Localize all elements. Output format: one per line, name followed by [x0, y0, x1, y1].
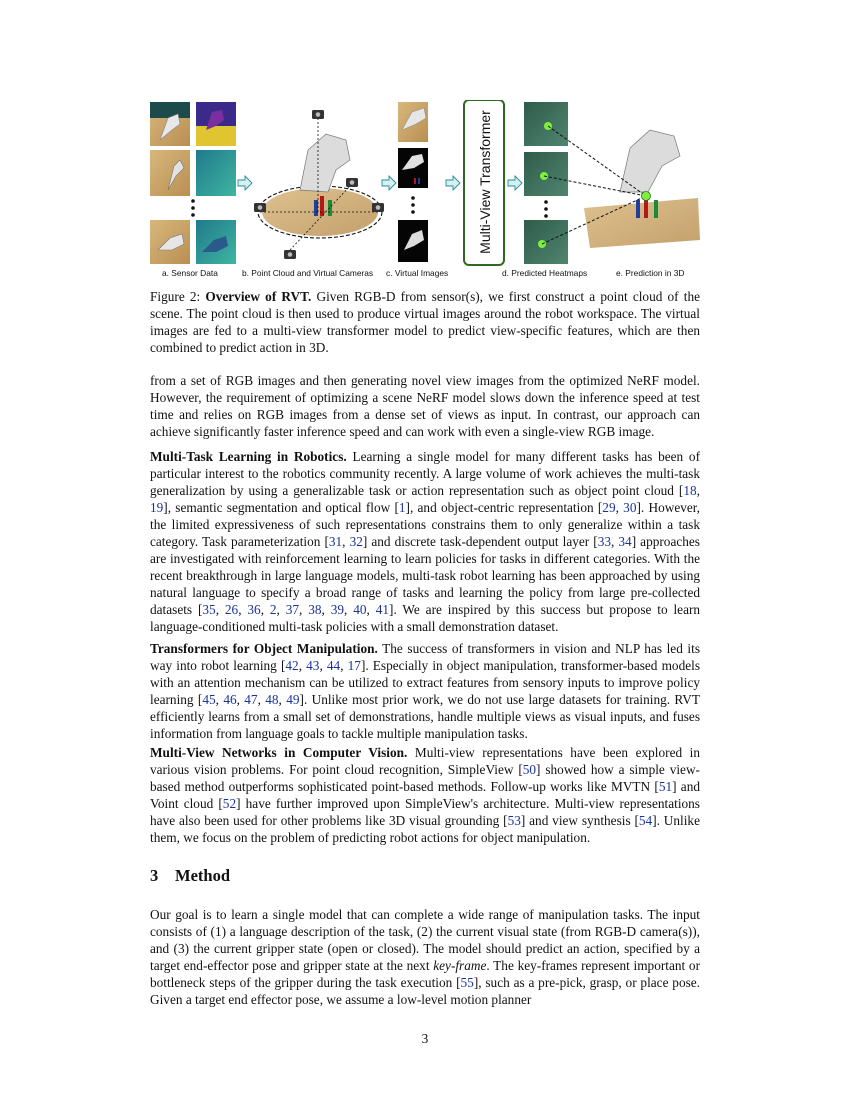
paragraph-multiview: Multi-View Networks in Computer Vision. Multi-view representations have been explored in various vision problems. For point cloud recognition, SimpleView [50] showed how a simple view-based method outperforms sophisticated point-based methods. Follow-up works like MVTN [51] and Voint cloud [52] have further improved upon SimpleView's architecture. Multi-view representations have also been used for other problems like 3D visual grounding [53] and view synthesis [54]. Unlike them, we focus on the problem of predicting robot actions for object manipulation.	[150, 745, 701, 845]
section-title: Method	[175, 866, 230, 885]
point-cloud-panel	[254, 110, 384, 259]
section-heading-method	[150, 866, 230, 886]
citation-link[interactable]: 34	[618, 534, 632, 549]
citation-link[interactable]: 17	[347, 658, 361, 673]
citation-link[interactable]: 32	[349, 534, 363, 549]
robot-arm-b	[300, 134, 350, 192]
sensor-data-panel	[150, 102, 236, 264]
citation-link[interactable]: 33	[597, 534, 611, 549]
citation-link[interactable]: 2	[269, 602, 277, 617]
heatmaps-panel	[524, 102, 568, 264]
virtual-camera-icon	[254, 203, 266, 212]
paragraph-nerf: from a set of RGB images and then generating novel view images from the optimized NeRF model. However, the requirement of optimizing a scene NeRF model slows down the inference speed at test time and relies on RGB images from a dense set of views as input. In contrast, our approach can achieve significantly faster inference speed and can work with even a single-view RGB image.	[150, 373, 700, 439]
citation-link[interactable]: 41	[375, 602, 390, 617]
citation-link[interactable]: 43	[306, 658, 320, 673]
paragraph-method: Our goal is to learn a single model that can complete a wide range of manipulation tasks. The input consists of (1) a language description of the task, (2) the current visual state (from RGB-D camera(s)), and (3) the current gripper state (open or closed). The model should predict an action, specified by a target end-effector pose and gripper state at the next key-frame. The key-frames represent important or bottleneck steps of the gripper during the task execution [55], such as a pre-pick, grasp, or place pose. Given a target end effector pose, we assume a low-level motion planner	[150, 907, 701, 1007]
citation-link[interactable]: 31	[328, 534, 343, 549]
depth-tile-2	[196, 150, 236, 196]
robot-arm-e	[620, 130, 680, 192]
figure-label-b: b. Point Cloud and Virtual Cameras	[242, 268, 374, 278]
paragraph-heading: Multi-Task Learning in Robotics.	[150, 449, 347, 464]
caption-title: Overview of RVT.	[205, 289, 312, 304]
citation-link[interactable]: 19	[150, 500, 164, 515]
section-number: 3	[150, 866, 159, 885]
predicted-point	[642, 192, 651, 201]
flow-arrow-icon	[382, 176, 396, 190]
citation-link[interactable]: 54	[638, 813, 653, 828]
paragraph-heading: Multi-View Networks in Computer Vision.	[150, 745, 408, 760]
citation-link[interactable]: 44	[326, 658, 341, 673]
figure-label-a: a. Sensor Data	[162, 268, 218, 278]
heatmap-3	[524, 220, 568, 264]
citation-link[interactable]: 29	[602, 500, 616, 515]
figure-label-e: e. Prediction in 3D	[616, 268, 685, 278]
figure-label-d: d. Predicted Heatmaps	[502, 268, 588, 278]
virtual-camera-icon	[346, 178, 358, 187]
figure-caption	[150, 288, 700, 356]
citation-link[interactable]: 50	[522, 762, 537, 777]
transformer-label: Multi-View Transformer	[477, 110, 493, 254]
citation-link[interactable]: 51	[658, 779, 673, 794]
flow-arrow-icon	[446, 176, 460, 190]
citation-link[interactable]: 49	[286, 692, 300, 707]
flow-arrow-icon	[238, 176, 252, 190]
virtual-images-panel	[398, 102, 428, 262]
citation-link[interactable]: 1	[398, 500, 406, 515]
citation-link[interactable]: 45	[202, 692, 216, 707]
citation-link[interactable]: 37	[285, 602, 300, 617]
citation-link[interactable]: 38	[308, 602, 322, 617]
citation-link[interactable]: 30	[623, 500, 637, 515]
citation-link[interactable]: 52	[222, 796, 237, 811]
citation-link[interactable]: 55	[460, 975, 474, 990]
virtual-camera-icon	[284, 250, 296, 259]
caption-text: Given RGB-D from sensor(s), we first construct a point cloud of the scene. The point cloud is then used to produce virtual images around the robot workspace. The virtual images are fed to a multi-view transformer model to predict view-specific features, which are then combined to predict action in 3D.	[150, 289, 700, 355]
citation-link[interactable]: 46	[223, 692, 237, 707]
virtual-camera-icon	[372, 203, 384, 212]
citation-link[interactable]: 39	[330, 602, 345, 617]
figure-graphic	[150, 100, 700, 270]
citation-link[interactable]: 42	[285, 658, 299, 673]
flow-arrow-icon	[508, 176, 522, 190]
rgb-tile-2	[150, 150, 190, 196]
caption-label: Figure 2:	[150, 289, 201, 304]
citation-link[interactable]: 53	[507, 813, 521, 828]
citation-link[interactable]: 18	[683, 483, 697, 498]
paragraph-transformers: Transformers for Object Manipulation. The success of transformers in vision and NLP has led its way into robot learning [42, 43, 44, 17]. Especially in object manipulation, transformer-based models with an attention mechanism can be utilized to extract features from sensory inputs to improve policy learning [45, 46, 47, 48, 49]. Unlike most prior work, we do not use large datasets for training. RVT efficiently learns from a small set of demonstrations, handle multiple views as visual inputs, and fuses information from language goals to tackle multiple manipulation tasks.	[150, 641, 700, 741]
citation-link[interactable]: 40	[353, 602, 367, 617]
citation-link[interactable]: 26	[224, 602, 239, 617]
citation-link[interactable]: 48	[265, 692, 279, 707]
paragraph-multitask: Multi-Task Learning in Robotics. Learning a single model for many different tasks has been of particular interest to the robotics community recently. A large volume of work achieves the multi-task generalization by using a generalizable task or action representation such as object point cloud [18, 19], semantic segmentation and optical flow [1], and object-centric representation [29, 30]. However, the limited expressiveness of such representations constrains them to only generalize within a task category. Task parameterization [31, 32] and discrete task-dependent output layer [33, 34] approaches are investigated with reinforcement learning to learn policies for tasks in different categories. With the recent breakthrough in large language models, multi-task robot learning has been approached by using natural language to specify a broad range of tasks and learning the policy from large pre-collected datasets [35, 26, 36, 2, 37, 38, 39, 40, 41]. We are inspired by this success but propose to learn language-conditioned multi-task policies with a small demonstration dataset.	[150, 449, 701, 634]
paragraph-heading: Transformers for Object Manipulation.	[150, 641, 378, 656]
page-number: 3	[421, 1031, 429, 1046]
citation-link[interactable]: 47	[244, 692, 258, 707]
virtual-camera-icon	[312, 110, 324, 119]
citation-link[interactable]: 36	[247, 602, 261, 617]
citation-link[interactable]: 35	[202, 602, 216, 617]
figure-label-c: c. Virtual Images	[386, 268, 449, 278]
figure-rvt-overview	[150, 100, 700, 285]
